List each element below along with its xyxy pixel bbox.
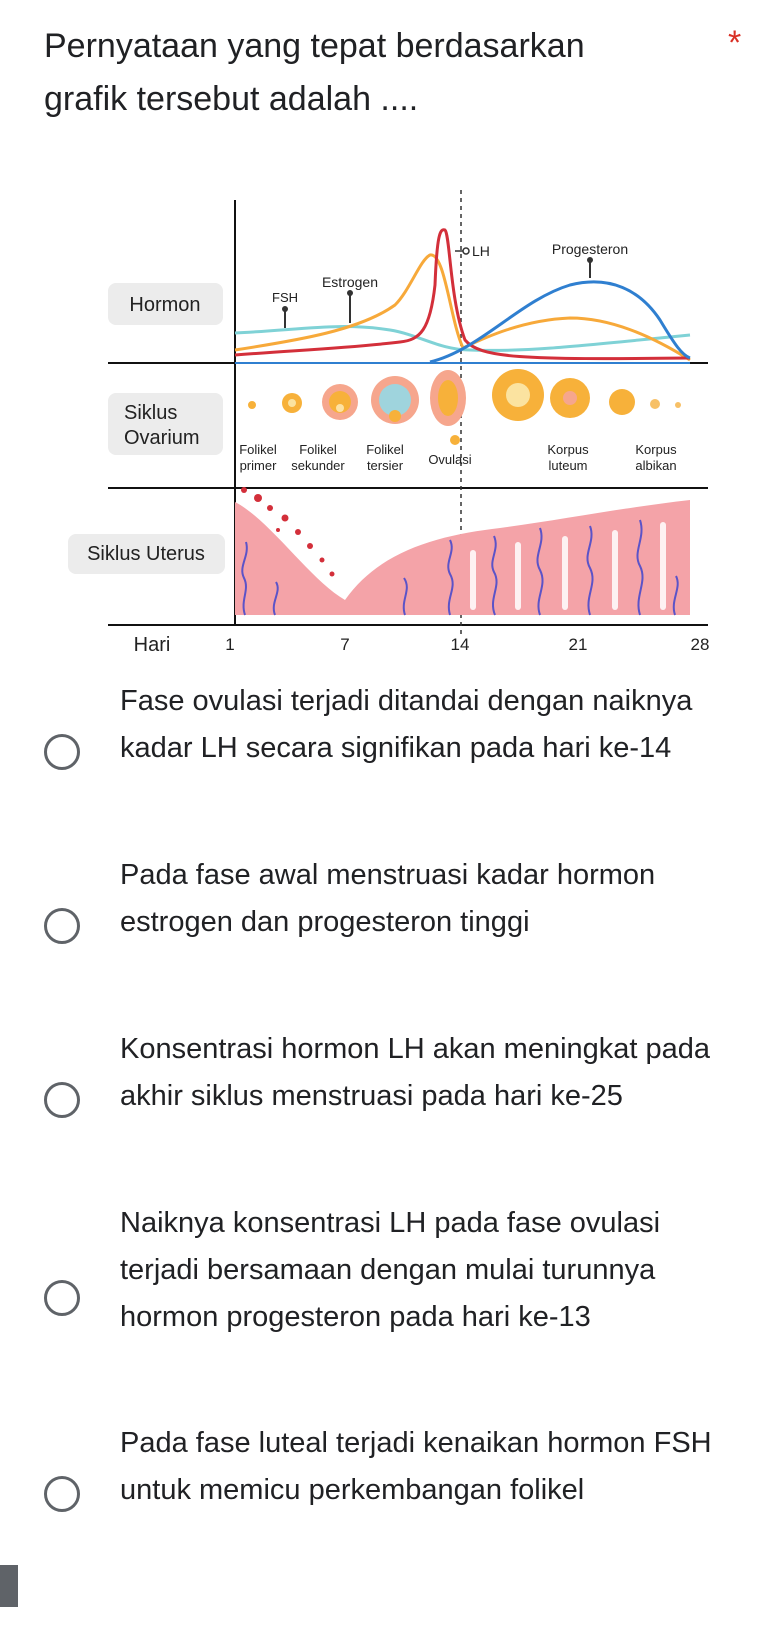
option-1-radio[interactable] — [44, 734, 80, 770]
svg-text:sekunder: sekunder — [291, 458, 345, 473]
ovarian-stage-icons — [248, 369, 681, 445]
required-asterisk: * — [728, 24, 742, 62]
label-siklus-uterus: Siklus Uterus — [87, 543, 205, 565]
progesteron-label: Progesteron — [551, 241, 629, 257]
label-siklus: Siklus — [124, 402, 178, 424]
svg-text:Folikel: Folikel — [239, 442, 277, 457]
menstrual-cycle-figure — [0, 190, 768, 690]
option-3-radio[interactable] — [44, 1082, 80, 1118]
option-3-label[interactable]: Konsentrasi hormon LH akan meningkat pada akhir siklus menstruasi pada hari ke-25 — [120, 1033, 711, 1112]
estrogen-label: Estrogen — [321, 274, 379, 290]
svg-text:primer: primer — [239, 458, 277, 473]
lh-label: LH — [472, 243, 490, 259]
svg-text:albikan: albikan — [635, 458, 677, 473]
svg-text:luteum: luteum — [548, 458, 588, 473]
day-tick-14: 14 — [450, 635, 470, 654]
label-hormon: Hormon — [129, 294, 201, 316]
label-ovarium: Ovarium — [124, 427, 200, 449]
svg-text:Korpus: Korpus — [635, 442, 677, 457]
day-tick-28: 28 — [690, 635, 710, 654]
svg-text:tersier: tersier — [366, 458, 404, 473]
day-tick-1: 1 — [225, 635, 235, 654]
question-title: Pernyataan yang tepat berdasarkan grafik tersebut adalah .... — [44, 27, 585, 118]
svg-text:Folikel: Folikel — [366, 442, 404, 457]
option-2-radio[interactable] — [44, 908, 80, 944]
svg-text:Ovulasi: Ovulasi — [428, 452, 472, 467]
svg-text:Korpus: Korpus — [547, 442, 589, 457]
option-2-label[interactable]: Pada fase awal menstruasi kadar hormon estrogen dan progesteron tinggi — [120, 859, 656, 938]
scroll-edge-marker — [0, 1565, 18, 1607]
option-4-label[interactable]: Naiknya konsentrasi LH pada fase ovulasi terjadi bersamaan dengan mulai turunnya hormon progesteron pada hari ke-13 — [120, 1207, 661, 1333]
option-1-label[interactable]: Fase ovulasi terjadi ditandai dengan naiknya kadar LH secara signifikan pada hari ke-14 — [120, 685, 693, 764]
svg-text:Folikel: Folikel — [299, 442, 337, 457]
day-tick-21: 21 — [568, 635, 588, 654]
day-tick-7: 7 — [340, 635, 350, 654]
estrogen-curve — [235, 255, 690, 360]
fsh-label: FSH — [272, 290, 298, 305]
option-5-radio[interactable] — [44, 1476, 80, 1512]
uterine-lining — [235, 500, 690, 615]
label-hari: Hari — [133, 634, 171, 656]
option-5-label[interactable]: Pada fase luteal terjadi kenaikan hormon FSH untuk memicu perkembangan folikel — [120, 1427, 712, 1506]
option-4-radio[interactable] — [44, 1280, 80, 1316]
